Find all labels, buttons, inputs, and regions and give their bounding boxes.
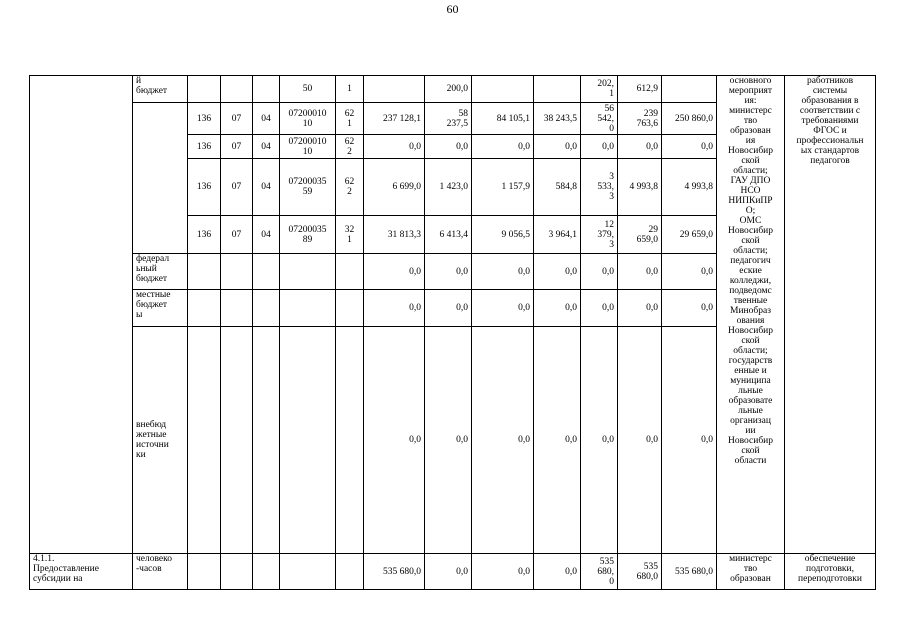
year6-cell: 0,0 [662, 327, 717, 554]
year4-cell: 3 533, 3 [581, 159, 618, 216]
funding-source-cell: внебюд жетные источни ки [133, 327, 188, 554]
year1-cell: 1 423,0 [425, 159, 472, 216]
year5-cell: 4 993,8 [618, 159, 662, 216]
event-name-cell: 4.1.1. Предоставление субсидии на [30, 554, 133, 590]
expected-result-cell: работников системы образования в соответствии с требованиями ФГОС и профессиональн ых стандартов педагогов [785, 76, 876, 554]
year1-cell: 58 237,5 [425, 103, 472, 135]
year2-cell: 84 105,1 [472, 103, 534, 135]
csr-cell: 07200035 89 [280, 216, 336, 254]
total-cell [364, 76, 425, 103]
year3-cell: 0,0 [534, 135, 581, 159]
grbs-cell: 136 [188, 216, 221, 254]
year4-cell: 0,0 [581, 290, 618, 327]
vr-cell: 62 2 [336, 135, 364, 159]
year6-cell: 0,0 [662, 290, 717, 327]
funding-source-cell [133, 103, 188, 254]
year3-cell: 0,0 [534, 554, 581, 590]
year2-cell: 9 056,5 [472, 216, 534, 254]
year1-cell: 0,0 [425, 554, 472, 590]
rz-cell: 07 [221, 135, 253, 159]
executor-cell: министерс тво образован [717, 554, 785, 590]
pr-cell: 04 [253, 159, 280, 216]
year1-cell: 0,0 [425, 135, 472, 159]
year1-cell: 0,0 [425, 290, 472, 327]
grbs-cell: 136 [188, 159, 221, 216]
funding-source-cell: местные бюджет ы [133, 290, 188, 327]
year1-cell: 0,0 [425, 254, 472, 290]
year5-cell: 0,0 [618, 290, 662, 327]
year3-cell: 584,8 [534, 159, 581, 216]
pr-cell: 04 [253, 216, 280, 254]
year3-cell: 0,0 [534, 290, 581, 327]
year5-cell: 0,0 [618, 254, 662, 290]
csr-cell: 07200010 10 [280, 135, 336, 159]
year5-cell: 239 763,6 [618, 103, 662, 135]
year2-cell: 0,0 [472, 554, 534, 590]
vr-cell: 1 [336, 76, 364, 103]
year2-cell: 0,0 [472, 254, 534, 290]
page-number: 60 [446, 2, 459, 16]
year6-cell: 29 659,0 [662, 216, 717, 254]
year2-cell: 1 157,9 [472, 159, 534, 216]
rz-cell: 07 [221, 159, 253, 216]
pr-cell [253, 76, 280, 103]
year5-cell: 0,0 [618, 327, 662, 554]
year6-cell [662, 76, 717, 103]
total-cell: 0,0 [364, 327, 425, 554]
funding-source-cell: федерал ьный бюджет [133, 254, 188, 290]
year5-cell: 29 659,0 [618, 216, 662, 254]
year4-cell: 0,0 [581, 254, 618, 290]
total-cell: 237 128,1 [364, 103, 425, 135]
total-cell: 535 680,0 [364, 554, 425, 590]
year2-cell: 0,0 [472, 290, 534, 327]
year2-cell [472, 76, 534, 103]
year4-cell: 202, 1 [581, 76, 618, 103]
year6-cell: 535 680,0 [662, 554, 717, 590]
year4-cell: 0,0 [581, 327, 618, 554]
year4-cell: 12 379, 3 [581, 216, 618, 254]
total-cell: 0,0 [364, 290, 425, 327]
year3-cell [534, 76, 581, 103]
vr-cell: 32 1 [336, 216, 364, 254]
total-cell: 6 699,0 [364, 159, 425, 216]
unit-cell: человеко -часов [133, 554, 188, 590]
rz-cell: 07 [221, 216, 253, 254]
year2-cell: 0,0 [472, 327, 534, 554]
table-row [30, 554, 876, 590]
expected-result-cell: обеспечение подготовки, переподготовки [785, 554, 876, 590]
year6-cell: 250 860,0 [662, 103, 717, 135]
total-cell: 31 813,3 [364, 216, 425, 254]
year6-cell: 0,0 [662, 254, 717, 290]
csr-cell: 07200010 10 [280, 103, 336, 135]
csr-cell: 50 [280, 76, 336, 103]
year4-cell: 0,0 [581, 135, 618, 159]
year1-cell: 0,0 [425, 327, 472, 554]
event-name-cell [30, 76, 133, 554]
year3-cell: 0,0 [534, 327, 581, 554]
pr-cell: 04 [253, 135, 280, 159]
year4-cell: 56 542, 0 [581, 103, 618, 135]
csr-cell: 07200035 59 [280, 159, 336, 216]
year5-cell: 612,9 [618, 76, 662, 103]
funding-source-cell: й бюджет [133, 76, 188, 103]
table-row [30, 76, 876, 103]
total-cell: 0,0 [364, 254, 425, 290]
total-cell: 0,0 [364, 135, 425, 159]
year4-cell: 535 680, 0 [581, 554, 618, 590]
vr-cell: 62 1 [336, 103, 364, 135]
rz-cell: 07 [221, 103, 253, 135]
year5-cell: 0,0 [618, 135, 662, 159]
year1-cell: 6 413,4 [425, 216, 472, 254]
year5-cell: 535 680,0 [618, 554, 662, 590]
year3-cell: 0,0 [534, 254, 581, 290]
pr-cell: 04 [253, 103, 280, 135]
year6-cell: 0,0 [662, 135, 717, 159]
budget-table [29, 75, 876, 590]
year3-cell: 3 964,1 [534, 216, 581, 254]
year2-cell: 0,0 [472, 135, 534, 159]
grbs-cell: 136 [188, 135, 221, 159]
executor-cell: основного мероприят ия: министерс тво образован ия Новосибир ской области; ГАУ ДПО НСО НИПКиПР О; ОМС Новосибир ской области; педагогич еские колледжи, подведомс твенные Минобраз ования Новосибир ской области; государств енные и муниципа льные образовате льные организац ии Новосибир ской области [717, 76, 785, 554]
rz-cell [221, 76, 253, 103]
year3-cell: 38 243,5 [534, 103, 581, 135]
grbs-cell: 136 [188, 103, 221, 135]
grbs-cell [188, 76, 221, 103]
year6-cell: 4 993,8 [662, 159, 717, 216]
vr-cell: 62 2 [336, 159, 364, 216]
year1-cell: 200,0 [425, 76, 472, 103]
